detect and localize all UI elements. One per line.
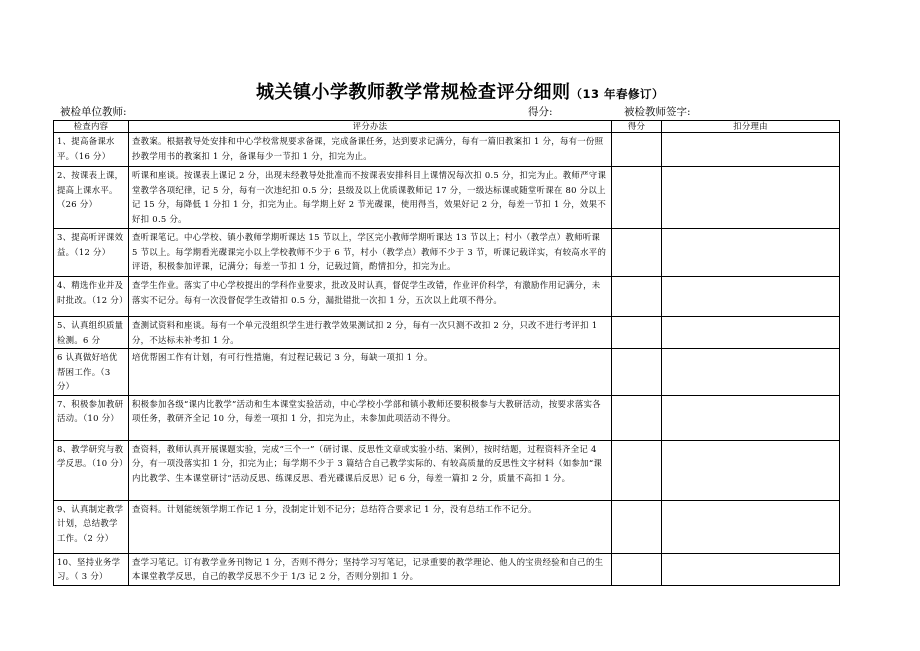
score-cell — [612, 440, 662, 500]
row-item: 4、精选作业并及时批改。（12 分） — [54, 277, 129, 317]
row-method: 积极参加各级“课内比教学”活动和生本课堂实验活动，中心学校小学部和镇小教师还要积极参与大教研活动，按要求落实各项任务，教研齐全记 10 分，每差一项扣 1 分，扣完为止，未参加此项活动不得分。 — [129, 395, 612, 440]
score-cell — [612, 349, 662, 396]
row-item: 2、按课表上课，提高上课水平。（26 分） — [54, 167, 129, 229]
row-item: 1、提高备课水平。（16 分） — [54, 133, 129, 167]
score-cell — [612, 277, 662, 317]
score-cell — [612, 500, 662, 553]
header-check-content: 检查内容 — [54, 121, 129, 133]
row-method: 查学习笔记。订有教学业务刊物记 1 分，否则不得分；坚持学习写笔记，记录重要的教学理论、他人的宝贵经验和自己的生本课堂教学反思，自己的教学反思不少于 1/3 记 2 分，否则分别扣 1 分。 — [129, 553, 612, 585]
reason-cell — [662, 500, 840, 553]
reason-cell — [662, 133, 840, 167]
score-cell — [612, 133, 662, 167]
row-item: 9、认真制定教学计划，总结教学工作。（2 分） — [54, 500, 129, 553]
row-item: 8、教学研究与教学反思。（10 分） — [54, 440, 129, 500]
row-method: 查教案。根据教导处安排和中心学校常规要求备课，完成备课任务，达到要求记满分，每有一篇旧教案扣 1 分，每有一份照抄教学用书的教案扣 1 分，备课每少一节扣 1 分，扣完为止。 — [129, 133, 612, 167]
score-cell — [612, 317, 662, 349]
table-row — [54, 133, 840, 167]
table-row — [54, 229, 840, 277]
row-method: 培优帮困工作有计划，有可行性措施，有过程记载记 3 分，每缺一项扣 1 分。 — [129, 349, 612, 396]
score-cell — [612, 553, 662, 585]
score-label: 得分: — [528, 106, 553, 118]
reason-cell — [662, 395, 840, 440]
row-item: 7、积极参加教研活动。（10 分） — [54, 395, 129, 440]
row-method: 查听课笔记。中心学校、镇小教师学期听课达 15 节以上，学区完小教师学期听课达 13 节以上；村小（教学点）教师听课 5 节以上。每学期看光碟课完小以上学校教师不少于 6 节，村小（教学点）教师不少于 3 节，听课记载详实，有较高水平的评语，积极参加评课，记满分；每差一节扣 1 分，记载过简，酌情扣分，扣完为止。 — [129, 229, 612, 277]
reason-cell — [662, 167, 840, 229]
table-row — [54, 440, 840, 500]
row-method: 查资料。计划能统领学期工作记 1 分，没制定计划不记分；总结符合要求记 1 分，没有总结工作不记分。 — [129, 500, 612, 553]
reason-cell — [662, 229, 840, 277]
row-method: 查资料，教师认真开展课题实验，完成“三个一”（研讨课、反思性文章或实验小结、案例），按时结题，过程资料齐全记 4 分，有一项没落实扣 1 分，扣完为止；每学期不少于 3 篇结合自己教学实际的、有较高质量的反思性文字材料（如参加“课内比教学、生本课堂研讨”活动反思、练课反思、看光碟课后反思）记 6 分，每差一篇扣 2 分，质量不高扣 1 分。 — [129, 440, 612, 500]
reason-cell — [662, 349, 840, 396]
table-row — [54, 317, 840, 349]
reason-cell — [662, 317, 840, 349]
inspector-signature-label: 被检教师签字: — [624, 106, 691, 118]
row-item: 3、提高听评课效益。（12 分） — [54, 229, 129, 277]
page-title — [0, 78, 920, 104]
score-cell — [612, 167, 662, 229]
table-row — [54, 500, 840, 553]
reason-cell — [662, 553, 840, 585]
header-deduction-reason: 扣分理由 — [662, 121, 840, 133]
table-row — [54, 553, 840, 585]
header-score: 得分 — [612, 121, 662, 133]
inspected-teacher-label: 被检单位教师: — [60, 106, 127, 118]
row-method: 听课和座谈。按课表上课记 2 分，出现未经教导处批准而不按课表安排科目上课情况每次扣 0.5 分，扣完为止。教师严守课堂教学各项纪律，记 5 分，每有一次违纪扣 0.5 分；县级及以上优质课教师记 17 分，一级达标课或随堂听课在 80 分以上记 15 分，每降低 1 分扣 1 分，扣完为止。每学期上好 2 节光碟课，使用得当，效果好记 2 分，每差一节扣 1 分，效果不好扣 0.5 分。 — [129, 167, 612, 229]
title-revision: （13 年春修订） — [570, 87, 664, 101]
table-row — [54, 277, 840, 317]
row-item: 5、认真组织质量检测。6 分 — [54, 317, 129, 349]
table-row — [54, 395, 840, 440]
table-row — [54, 167, 840, 229]
row-method: 查测试资料和座谈。每有一个单元没组织学生进行教学效果测试扣 2 分，每有一次只测不改扣 2 分，只改不进行考评扣 1 分，不达标未补考扣 1 分。 — [129, 317, 612, 349]
score-cell — [612, 229, 662, 277]
reason-cell — [662, 277, 840, 317]
row-item: 6 认真做好培优帮困工作。（3 分） — [54, 349, 129, 396]
reason-cell — [662, 440, 840, 500]
row-method: 查学生作业。落实了中心学校提出的学科作业要求，批改及时认真，督促学生改错，作业评价科学，有激励作用记满分，未落实不记分。每有一次没督促学生改错扣 0.5 分，漏批错批一次扣 1 分，五次以上此项不得分。 — [129, 277, 612, 317]
row-item: 10、坚持业务学习。（ 3 分） — [54, 553, 129, 585]
title-main: 城关镇小学教师教学常规检查评分细则 — [255, 82, 571, 103]
header-scoring-method: 评分办法 — [129, 121, 612, 133]
score-cell — [612, 395, 662, 440]
scoring-table — [53, 120, 840, 586]
table-header-row — [54, 121, 840, 133]
table-row — [54, 349, 840, 396]
